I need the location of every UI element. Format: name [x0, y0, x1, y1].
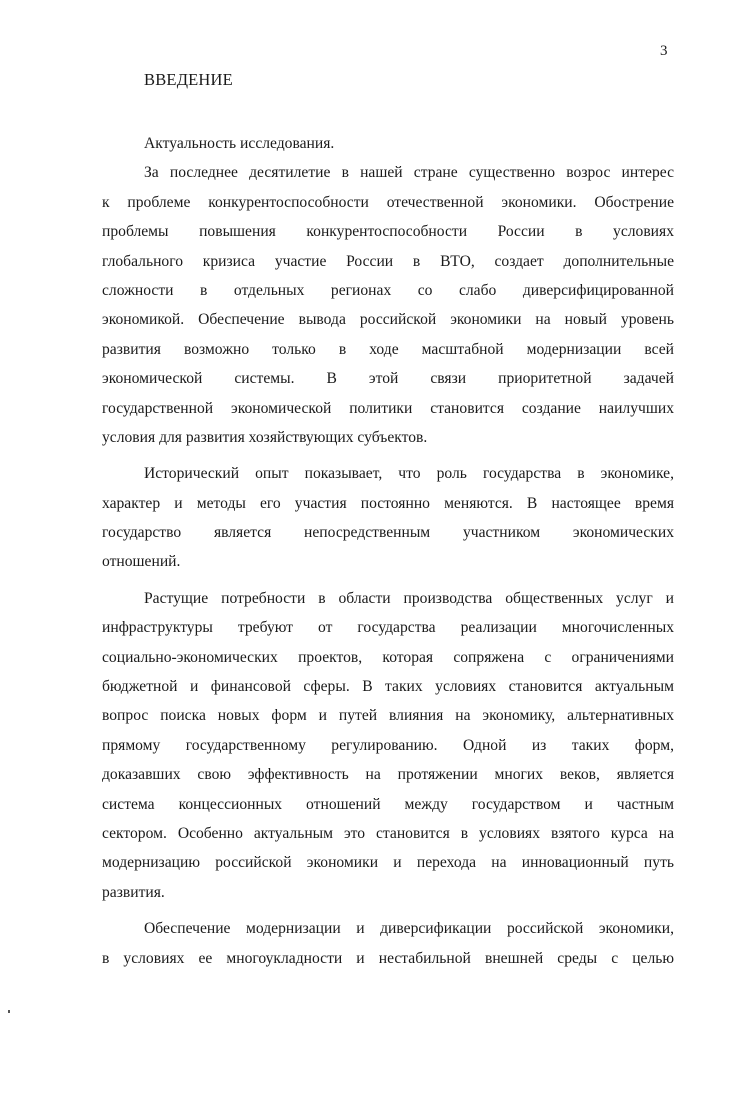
- paragraph-line: вопрос поиска новых форм и путей влияния на экономику, альтернативных: [102, 707, 674, 725]
- paragraph-line: условия для развития хозяйствующих субъектов.: [102, 428, 428, 446]
- paragraph-line: в условиях ее многоукладности и нестабильной внешней среды с целью: [102, 949, 674, 967]
- body-text: [102, 129, 674, 973]
- paragraph-line: характер и методы его участия постоянно меняются. В настоящее время: [102, 494, 674, 512]
- paragraph-line: экономической системы. В этой связи приоритетной задачей: [102, 370, 674, 388]
- paragraph-gap: [102, 452, 674, 459]
- paragraph-line: отношений.: [102, 553, 181, 571]
- paragraph-line: глобального кризиса участие России в ВТО, создает дополнительные: [102, 252, 674, 270]
- paragraph-line: сложности в отдельных регионах со слабо диверсифицированной: [102, 281, 674, 299]
- paragraph-line: бюджетной и финансовой сферы. В таких условиях становится актуальным: [102, 678, 674, 696]
- paragraph-line: доказавших свою эффективность на протяжении многих веков, является: [102, 766, 674, 784]
- paragraph-line: социально-экономических проектов, которая сопряжена с ограничениями: [102, 648, 674, 666]
- paragraph-line: проблемы повышения конкурентоспособности России в условиях: [102, 223, 674, 241]
- paragraph-line: развития возможно только в ходе масштабной модернизации всей: [102, 340, 674, 358]
- paragraph-line: инфраструктуры требуют от государства реализации многочисленных: [102, 619, 674, 637]
- paragraph-line: Растущие потребности в области производства общественных услуг и: [144, 589, 674, 607]
- scan-mark: [8, 1010, 10, 1013]
- paragraph-gap: [102, 907, 674, 914]
- paragraph-line: За последнее десятилетие в нашей стране существенно возрос интерес: [144, 164, 674, 182]
- paragraph-line: государство является непосредственным участником экономических: [102, 524, 674, 542]
- section-heading: ВВЕДЕНИЕ: [144, 70, 233, 89]
- paragraph-line: Исторический опыт показывает, что роль государства в экономике,: [144, 465, 674, 483]
- paragraph-line: экономикой. Обеспечение вывода российской экономики на новый уровень: [102, 311, 674, 329]
- paragraph-line: государственной экономической политики становится создание наилучших: [102, 399, 674, 417]
- paragraph-line: развития.: [102, 883, 165, 901]
- paragraph-line: к проблеме конкурентоспособности отечественной экономики. Обострение: [102, 193, 674, 211]
- subheading-line: Актуальность исследования.: [144, 135, 335, 152]
- paragraph-line: Обеспечение модернизации и диверсификации российской экономики,: [144, 920, 674, 938]
- paragraph-line: модернизацию российской экономики и перехода на инновационный путь: [102, 854, 674, 872]
- paragraph-line: прямому государственному регулированию. Одной из таких форм,: [102, 736, 674, 754]
- page-number: 3: [660, 43, 668, 59]
- paragraph-line: сектором. Особенно актуальным это становится в условиях взятого курса на: [102, 824, 674, 842]
- paragraph-gap: [102, 577, 674, 584]
- paragraph-line: система концессионных отношений между государством и частным: [102, 795, 674, 813]
